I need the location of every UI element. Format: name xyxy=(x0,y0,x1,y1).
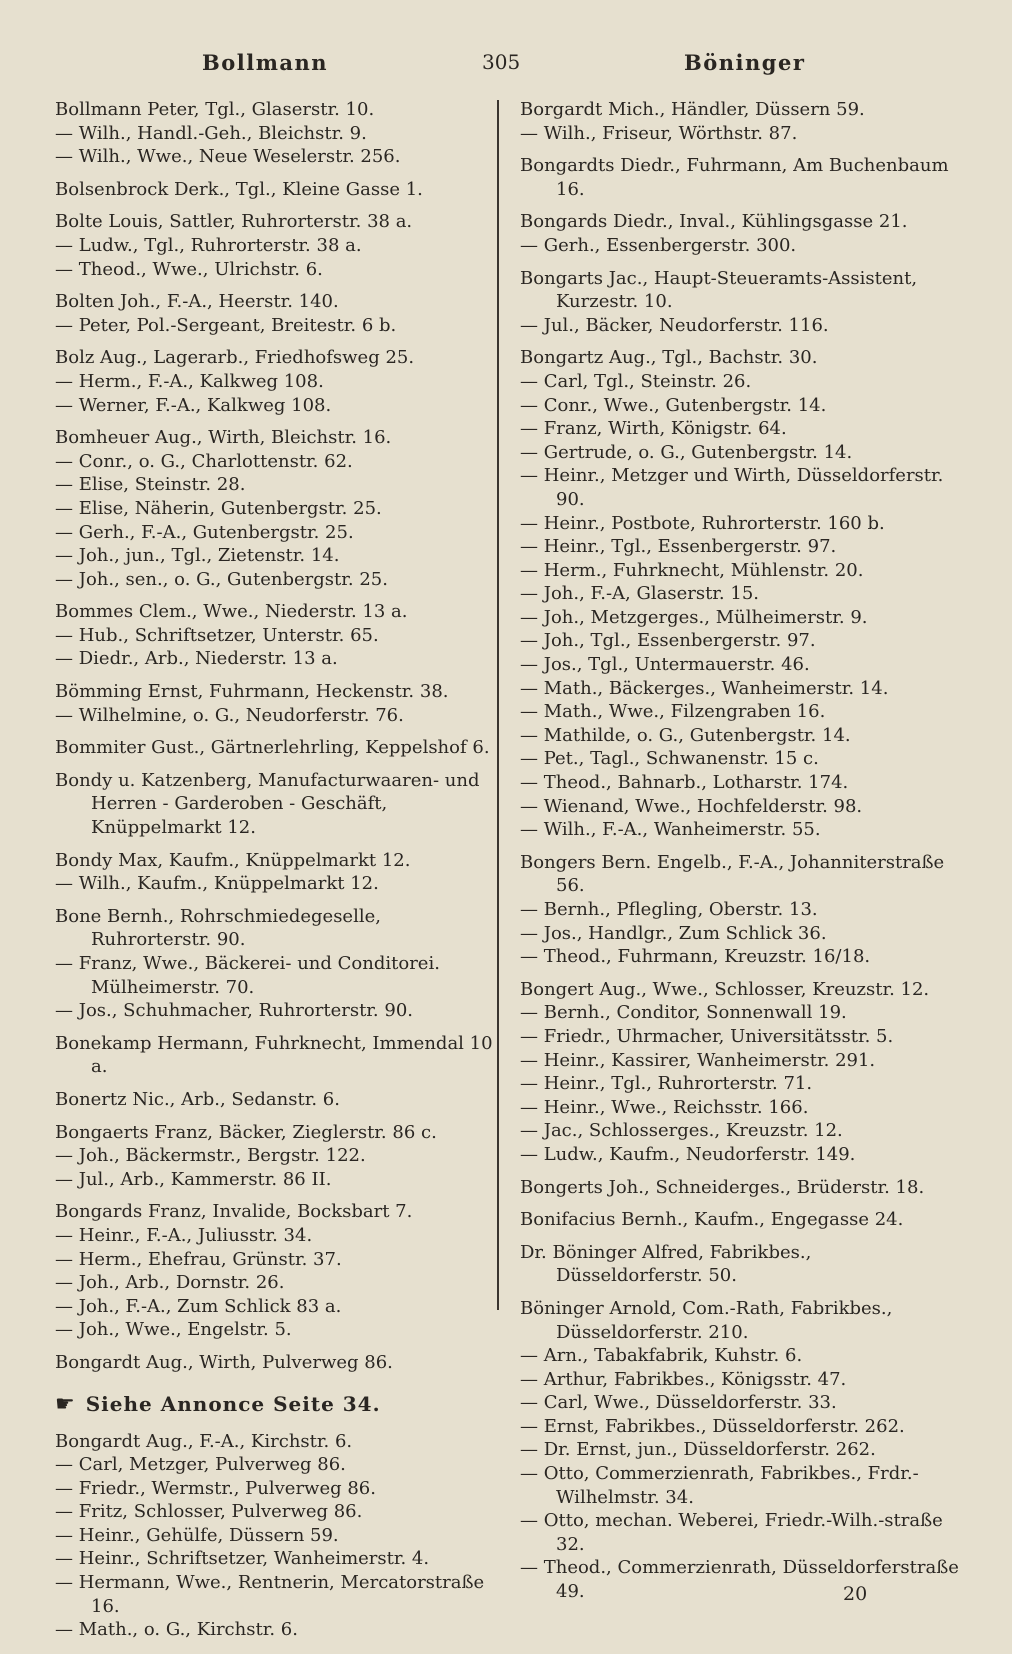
directory-entry: Bomheuer Aug., Wirth, Bleichstr. 16. xyxy=(55,427,392,449)
right-column-entries xyxy=(520,98,960,1604)
directory-entry: — Jos., Schuhmacher, Ruhrorterstr. 90. xyxy=(55,1000,414,1022)
left-column-entries-continued xyxy=(55,1430,495,1642)
directory-entry: — Heinr., Wwe., Reichsstr. 166. xyxy=(520,1096,809,1118)
directory-entry: Bommiter Gust., Gärtnerlehrling, Keppelshof 6. xyxy=(55,737,490,759)
directory-entry: Bongarts Jac., Haupt-Steueramts-Assistent, Kurzestr. 10. xyxy=(520,267,918,313)
column-divider xyxy=(497,100,499,1310)
directory-entry: — Joh., F.-A, Glaserstr. 15. xyxy=(520,583,759,605)
directory-entry: Bommes Clem., Wwe., Niederstr. 13 a. xyxy=(55,601,408,623)
directory-entry: — Arn., Tabakfabrik, Kuhstr. 6. xyxy=(520,1345,803,1367)
directory-entry: Borgardt Mich., Händler, Düssern 59. xyxy=(520,99,865,120)
directory-entry: — Wilh., F.-A., Wanheimerstr. 55. xyxy=(520,819,821,841)
directory-entry: Bongardt Aug., Wirth, Pulverweg 86. xyxy=(55,1351,393,1373)
directory-entry: — Gerh., F.-A., Gutenbergstr. 25. xyxy=(55,521,354,543)
directory-entry: — Wilh., Kaufm., Knüppelmarkt 12. xyxy=(55,873,379,895)
page-header xyxy=(0,50,1012,84)
left-column-entries xyxy=(55,98,495,1375)
directory-entry: — Elise, Näherin, Gutenbergstr. 25. xyxy=(55,497,382,519)
directory-entry: — Otto, Commerzienrath, Fabrikbes., Frdr.-Wilhelmstr. 34. xyxy=(520,1463,919,1508)
directory-entry: Bongert Aug., Wwe., Schlosser, Kreuzstr. 12. xyxy=(520,978,930,1000)
directory-entry: Bongardts Diedr., Fuhrmann, Am Buchenbaum 16. xyxy=(520,155,949,200)
directory-entry: Bonifacius Bernh., Kaufm., Engegasse 24. xyxy=(520,1209,904,1231)
directory-entry: Bongers Bern. Engelb., F.-A., Johanniterstraße 56. xyxy=(520,851,945,897)
directory-entry: — Pet., Tagl., Schwanenstr. 15 c. xyxy=(520,748,819,770)
directory-entry: — Herm., Ehefrau, Grünstr. 37. xyxy=(55,1248,342,1270)
directory-entry: Bonekamp Hermann, Fuhrknecht, Immendal 10 a. xyxy=(55,1032,493,1078)
directory-entry: — Herm., Fuhrknecht, Mühlenstr. 20. xyxy=(520,559,864,581)
directory-entry: — Hub., Schriftsetzer, Unterstr. 65. xyxy=(55,624,379,646)
directory-entry: — Wilhelmine, o. G., Neudorferstr. 76. xyxy=(55,704,404,726)
directory-entry: — Heinr., Tgl., Ruhrorterstr. 71. xyxy=(520,1073,813,1095)
directory-entry: Bollmann Peter, Tgl., Glaserstr. 10. xyxy=(55,99,375,120)
directory-entry: Bolsenbrock Derk., Tgl., Kleine Gasse 1. xyxy=(55,178,423,200)
directory-entry: — Conr., o. G., Charlottenstr. 62. xyxy=(55,450,353,472)
directory-entry: — Jul., Arb., Kammerstr. 86 II. xyxy=(55,1168,332,1190)
directory-entry: — Wilh., Friseur, Wörthstr. 87. xyxy=(520,122,798,144)
directory-entry: — Joh., Arb., Dornstr. 26. xyxy=(55,1272,285,1294)
directory-entry: Bongards Franz, Invalide, Bocksbart 7. xyxy=(55,1201,413,1223)
directory-entry: — Bernh., Conditor, Sonnenwall 19. xyxy=(520,1002,847,1024)
directory-entry: — Mathilde, o. G., Gutenbergstr. 14. xyxy=(520,724,851,746)
directory-entry: — Gerh., Essenbergerstr. 300. xyxy=(520,234,797,256)
directory-entry: — Carl, Wwe., Düsseldorferstr. 33. xyxy=(520,1392,837,1414)
directory-entry: — Peter, Pol.-Sergeant, Breitestr. 6 b. xyxy=(55,314,397,336)
directory-entry: Bondy Max, Kaufm., Knüppelmarkt 12. xyxy=(55,849,411,871)
annonce-notice-text: Siehe Annonce Seite 34. xyxy=(85,1391,381,1416)
directory-entry: Bolz Aug., Lagerarb., Friedhofsweg 25. xyxy=(55,347,415,369)
directory-entry: — Ludw., Tgl., Ruhrorterstr. 38 a. xyxy=(55,234,362,256)
directory-entry: — Dr. Ernst, jun., Düsseldorferstr. 262. xyxy=(520,1439,876,1461)
directory-entry: Bolten Joh., F.-A., Heerstr. 140. xyxy=(55,291,339,313)
directory-entry: — Conr., Wwe., Gutenbergstr. 14. xyxy=(520,394,827,416)
directory-entry: — Wienand, Wwe., Hochfelderstr. 98. xyxy=(520,795,863,817)
directory-entry: — Otto, mechan. Weberei, Friedr.-Wilh.-straße 32. xyxy=(520,1510,943,1555)
directory-entry: — Bernh., Pflegling, Oberstr. 13. xyxy=(520,899,818,920)
directory-entry: — Wilh., Handl.-Geh., Bleichstr. 9. xyxy=(55,122,367,144)
directory-entry: — Theod., Commerzienrath, Düsseldorferstraße 49. xyxy=(520,1557,959,1603)
directory-entry: Bongartz Aug., Tgl., Bachstr. 30. xyxy=(520,347,818,369)
directory-entry: Bondy u. Katzenberg, Manufacturwaaren- und Herren - Garderoben - Geschäft, Knüppelmarkt 12. xyxy=(55,769,480,839)
left-column xyxy=(55,98,495,1642)
directory-entry: Bongards Diedr., Inval., Kühlingsgasse 21. xyxy=(520,211,908,233)
right-column xyxy=(520,98,960,1604)
directory-entry: — Joh., jun., Tgl., Zietenstr. 14. xyxy=(55,545,340,567)
directory-entry: — Joh., Tgl., Essenbergerstr. 97. xyxy=(520,630,816,652)
directory-entry: — Jos., Tgl., Untermauerstr. 46. xyxy=(520,654,810,676)
header-left-guideword: Bollmann xyxy=(202,50,329,75)
annonce-notice xyxy=(55,1389,495,1420)
directory-entry: — Joh., Wwe., Engelstr. 5. xyxy=(55,1319,292,1341)
directory-entry: — Joh., F.-A., Zum Schlick 83 a. xyxy=(55,1295,342,1317)
directory-entry: — Ernst, Fabrikbes., Düsseldorferstr. 262. xyxy=(520,1415,905,1437)
directory-entry: — Fritz, Schlosser, Pulverweg 86. xyxy=(55,1501,363,1523)
directory-entry: Bömming Ernst, Fuhrmann, Heckenstr. 38. xyxy=(55,681,449,703)
signature-mark: 20 xyxy=(843,1583,868,1605)
directory-entry: — Heinr., Metzger und Wirth, Düsseldorferstr. 90. xyxy=(520,465,944,510)
directory-entry: — Joh., sen., o. G., Gutenbergstr. 25. xyxy=(55,568,388,590)
directory-entry: — Joh., Bäckermstr., Bergstr. 122. xyxy=(55,1145,366,1167)
directory-entry: — Friedr., Wermstr., Pulverweg 86. xyxy=(55,1477,376,1499)
directory-entry: — Theod., Wwe., Ulrichstr. 6. xyxy=(55,258,323,280)
directory-entry: — Heinr., Gehülfe, Düssern 59. xyxy=(55,1524,339,1546)
directory-entry: — Franz, Wirth, Königstr. 64. xyxy=(520,418,787,440)
directory-entry: — Jos., Handlgr., Zum Schlick 36. xyxy=(520,922,827,944)
directory-entry: Bongerts Joh., Schneiderges., Brüderstr. 18. xyxy=(520,1176,925,1198)
directory-entry: — Math., Wwe., Filzengraben 16. xyxy=(520,701,826,723)
directory-entry: — Heinr., Schriftsetzer, Wanheimerstr. 4. xyxy=(55,1548,430,1570)
page-number: 305 xyxy=(482,50,521,74)
directory-entry: — Diedr., Arb., Niederstr. 13 a. xyxy=(55,648,338,670)
directory-entry: Dr. Böninger Alfred, Fabrikbes., Düsseldorferstr. 50. xyxy=(520,1241,812,1287)
directory-entry: — Werner, F.-A., Kalkweg 108. xyxy=(55,394,332,416)
directory-entry: — Math., Bäckerges., Wanheimerstr. 14. xyxy=(520,677,889,699)
directory-entry: — Math., o. G., Kirchstr. 6. xyxy=(55,1619,298,1641)
directory-entry: — Carl, Tgl., Steinstr. 26. xyxy=(520,370,752,392)
directory-entry: Bongaerts Franz, Bäcker, Zieglerstr. 86 c. xyxy=(55,1121,437,1143)
directory-entry: Bolte Louis, Sattler, Ruhrorterstr. 38 a. xyxy=(55,211,413,233)
directory-entry: — Arthur, Fabrikbes., Königsstr. 47. xyxy=(520,1368,847,1390)
directory-entry: Bone Bernh., Rohrschmiedegeselle, Ruhrorterstr. 90. xyxy=(55,905,381,951)
directory-entry: — Elise, Steinstr. 28. xyxy=(55,474,246,496)
directory-entry: — Hermann, Wwe., Rentnerin, Mercatorstraße 16. xyxy=(55,1572,485,1617)
directory-entry: — Heinr., Kassirer, Wanheimerstr. 291. xyxy=(520,1049,876,1071)
directory-entry: — Herm., F.-A., Kalkweg 108. xyxy=(55,370,324,392)
pointing-hand-icon: ☛ xyxy=(55,1391,76,1417)
directory-entry: — Gertrude, o. G., Gutenbergstr. 14. xyxy=(520,441,853,463)
directory-entry: — Joh., Metzgerges., Mülheimerstr. 9. xyxy=(520,606,868,628)
directory-entry: — Ludw., Kaufm., Neudorferstr. 149. xyxy=(520,1143,856,1165)
directory-entry: — Heinr., Tgl., Essenbergerstr. 97. xyxy=(520,536,837,558)
directory-entry: — Wilh., Wwe., Neue Weselerstr. 256. xyxy=(55,146,401,168)
directory-entry: Bongardt Aug., F.-A., Kirchstr. 6. xyxy=(55,1430,353,1452)
directory-entry: — Heinr., F.-A., Juliusstr. 34. xyxy=(55,1224,313,1246)
directory-entry: Bonertz Nic., Arb., Sedanstr. 6. xyxy=(55,1088,340,1110)
directory-entry: — Carl, Metzger, Pulverweg 86. xyxy=(55,1454,346,1476)
directory-entry: — Heinr., Postbote, Ruhrorterstr. 160 b. xyxy=(520,512,885,534)
directory-entry: — Jac., Schlosserges., Kreuzstr. 12. xyxy=(520,1120,843,1142)
directory-entry: — Jul., Bäcker, Neudorferstr. 116. xyxy=(520,314,829,336)
directory-entry: Böninger Arnold, Com.-Rath, Fabrikbes., Düsseldorferstr. 210. xyxy=(520,1297,893,1343)
directory-entry: — Friedr., Uhrmacher, Universitätsstr. 5. xyxy=(520,1025,894,1047)
directory-entry: — Franz, Wwe., Bäckerei- und Conditorei. Mülheimerstr. 70. xyxy=(55,953,440,998)
directory-entry: — Theod., Bahnarb., Lotharstr. 174. xyxy=(520,772,849,794)
header-right-guideword: Böninger xyxy=(684,50,806,75)
directory-entry: — Theod., Fuhrmann, Kreuzstr. 16/18. xyxy=(520,946,871,968)
